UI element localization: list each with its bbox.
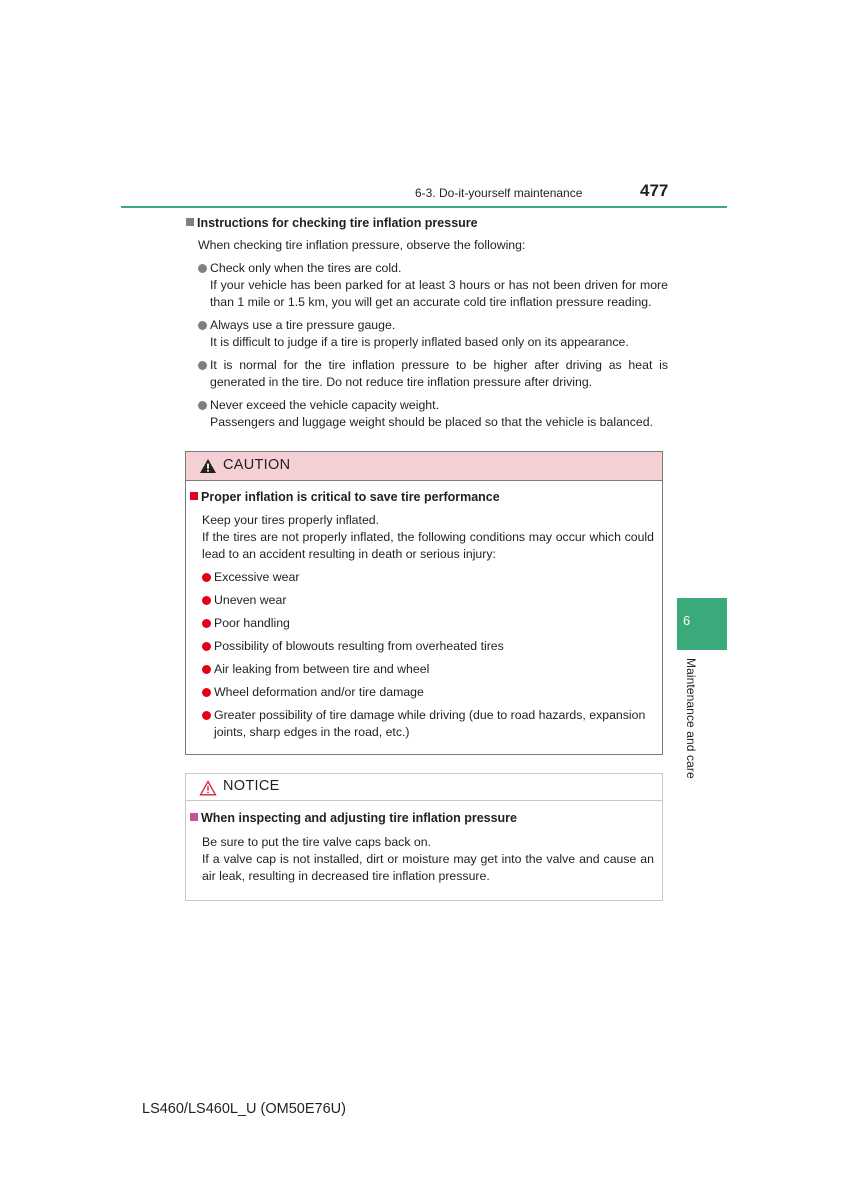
bullet-dot-icon xyxy=(202,711,211,720)
list-item xyxy=(202,592,654,615)
notice-line-2: If a valve cap is not installed, dirt or moisture may get into the valve and cause an air leak, resulting in decreased tire inflation pressure. xyxy=(202,852,654,883)
chapter-tab-number: 6 xyxy=(683,613,691,628)
section-intro: When checking tire inflation pressure, observe the following: xyxy=(198,238,526,252)
caution-heading-text: Proper inflation is critical to save tire performance xyxy=(201,490,500,504)
bullet-dot-icon xyxy=(198,401,207,410)
square-bullet-icon xyxy=(190,492,198,500)
section-heading xyxy=(186,216,478,230)
caution-box xyxy=(185,451,663,755)
bullet-dot-icon xyxy=(198,264,207,273)
caution-heading xyxy=(190,490,500,504)
bullet-dot-icon xyxy=(202,642,211,651)
list-item xyxy=(198,317,668,351)
notice-title: NOTICE xyxy=(223,778,280,794)
running-header-section: 6-3. Do-it-yourself maintenance xyxy=(415,186,583,200)
checking-tips-list xyxy=(198,260,668,437)
bullet-dot-icon xyxy=(198,321,207,330)
list-item-text: Wheel deformation and/or tire damage xyxy=(214,685,424,699)
caution-conditions-list xyxy=(202,569,654,747)
list-item xyxy=(198,397,668,431)
page-number: 477 xyxy=(640,181,669,200)
chapter-tab-label: Maintenance and care xyxy=(684,658,698,779)
square-bullet-icon xyxy=(186,218,194,226)
bullet-dot-icon xyxy=(202,665,211,674)
list-item-text: Air leaking from between tire and wheel xyxy=(214,662,430,676)
list-item-title: Never exceed the vehicle capacity weight. xyxy=(210,398,439,412)
list-item xyxy=(202,615,654,638)
header-rule xyxy=(121,206,727,208)
list-item xyxy=(202,661,654,684)
caution-title-bar xyxy=(186,452,662,481)
notice-box xyxy=(185,773,663,901)
caution-title: CAUTION xyxy=(223,457,291,473)
list-item-detail: It is difficult to judge if a tire is properly inflated based only on its appearance. xyxy=(210,335,629,349)
list-item-title: Always use a tire pressure gauge. xyxy=(210,318,396,332)
list-item xyxy=(198,260,668,311)
warning-triangle-icon xyxy=(199,458,217,474)
bullet-dot-icon xyxy=(202,688,211,697)
list-item xyxy=(198,357,668,391)
square-bullet-icon xyxy=(190,813,198,821)
caution-line-2: If the tires are not properly inflated, the following conditions may occur which could lead to an accident resulting in death or serious injury: xyxy=(202,530,654,561)
notice-heading xyxy=(190,811,517,825)
bullet-dot-icon xyxy=(202,596,211,605)
list-item-detail: Passengers and luggage weight should be placed so that the vehicle is balanced. xyxy=(210,415,653,429)
notice-heading-text: When inspecting and adjusting tire inflation pressure xyxy=(201,811,518,825)
notice-line-1: Be sure to put the tire valve caps back on. xyxy=(202,835,431,849)
list-item-text: Uneven wear xyxy=(214,593,287,607)
list-item-text: Poor handling xyxy=(214,616,290,630)
bullet-dot-icon xyxy=(202,573,211,582)
list-item-text: Possibility of blowouts resulting from overheated tires xyxy=(214,639,504,653)
list-item xyxy=(202,638,654,661)
warning-outline-icon xyxy=(199,780,217,796)
list-item-detail: If your vehicle has been parked for at least 3 hours or has not been driven for more than 1 mile or 1.5 km, you will get an accurate cold tire inflation pressure reading. xyxy=(210,278,668,309)
list-item-title: It is normal for the tire inflation pressure to be higher after driving as heat is generated in the tire. Do not reduce tire inflation pressure after driving. xyxy=(210,358,668,389)
model-footer: LS460/LS460L_U (OM50E76U) xyxy=(142,1101,346,1117)
list-item xyxy=(202,569,654,592)
list-item-text: Excessive wear xyxy=(214,570,300,584)
notice-title-bar xyxy=(186,774,662,801)
list-item-title: Check only when the tires are cold. xyxy=(210,261,402,275)
bullet-dot-icon xyxy=(198,361,207,370)
section-heading-text: Instructions for checking tire inflation pressure xyxy=(197,216,478,230)
list-item xyxy=(202,707,654,747)
caution-line-1: Keep your tires properly inflated. xyxy=(202,513,380,527)
list-item-text: Greater possibility of tire damage while driving (due to road hazards, expansion joints, sharp edges in the road, etc.) xyxy=(214,708,646,739)
bullet-dot-icon xyxy=(202,619,211,628)
list-item xyxy=(202,684,654,707)
